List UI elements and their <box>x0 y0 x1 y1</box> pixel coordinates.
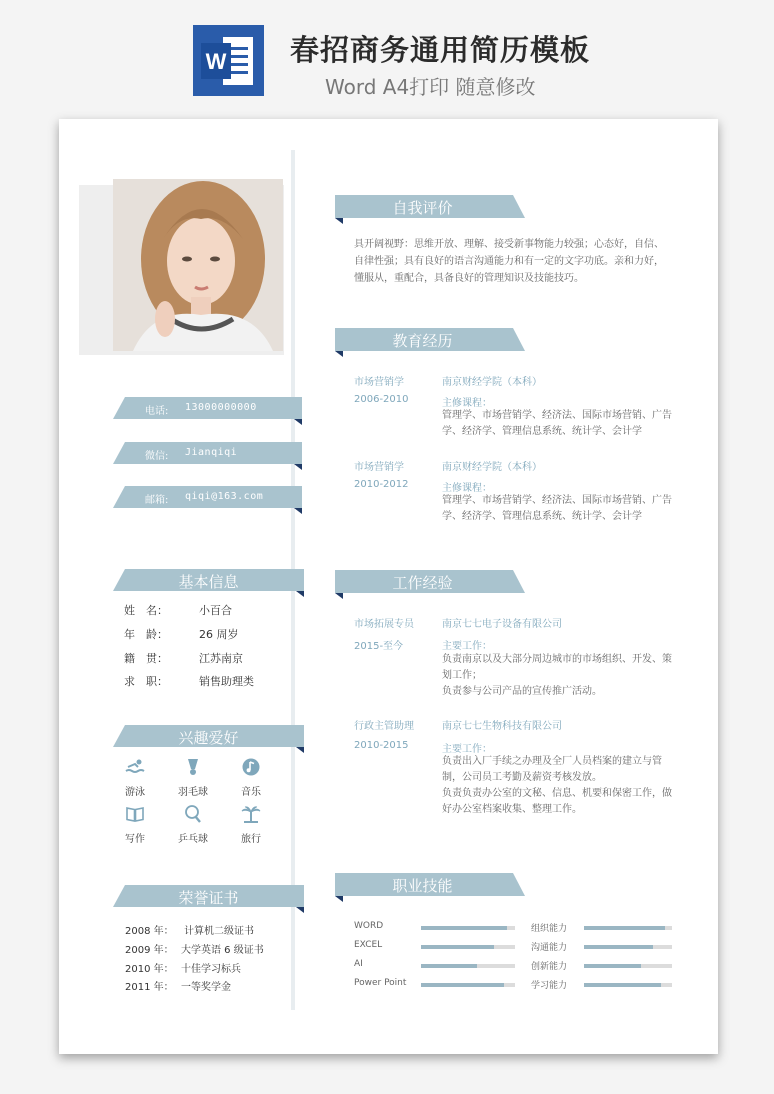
edu-school: 南京财经学院（本科） <box>442 377 542 388</box>
honor-year: 2011 年： <box>125 982 174 993</box>
edu-period: 2010-2012 <box>354 479 409 490</box>
hobbies-heading: 兴趣爱好 <box>113 725 304 747</box>
edu-major: 市场营销学 <box>354 377 404 388</box>
skill-bar-fill <box>421 964 477 968</box>
profile-photo <box>113 179 283 351</box>
work-company: 南京七七生物科技有限公司 <box>442 721 562 732</box>
contact-wechat: 微信: Jianqiqi <box>113 442 302 464</box>
skill-label: 学习能力 <box>531 981 568 991</box>
edu-label: 主修课程： <box>442 483 492 494</box>
edu-desc: 管理学、市场营销学、经济法、国际市场营销、广告学、经济学、管理信息系统、统计学、会计学 <box>442 410 672 437</box>
skill-label: EXCEL <box>354 940 383 950</box>
info-value: 销售助理类 <box>199 675 254 688</box>
hobby-item: 旅行 <box>231 804 271 845</box>
honor-text: 一等奖学金 <box>181 982 231 993</box>
contact-email: 邮箱: qiqi@163.com <box>113 486 302 508</box>
edu-label: 主修课程： <box>442 398 492 409</box>
honor-year: 2008 年： <box>125 926 174 937</box>
work-label: 主要工作： <box>442 641 492 652</box>
skill-bar-fill <box>421 945 494 949</box>
skill-label: AI <box>354 959 363 969</box>
skill-label: 沟通能力 <box>531 943 568 953</box>
basic-info-heading: 基本信息 <box>113 569 304 591</box>
work-period: 2015-至今 <box>354 641 404 652</box>
page-subtitle: Word A4打印 随意修改 <box>325 75 536 99</box>
skill-bar <box>421 926 515 930</box>
hobby-item: 乒乓球 <box>173 804 213 845</box>
work-desc: 负责南京以及大部分周边城市的市场组织、开发、策划工作； 负责参与公司产品的宣传推广活动。 <box>442 654 672 697</box>
edu-desc: 管理学、市场营销学、经济法、国际市场营销、广告学、经济学、管理信息系统、统计学、会计学 <box>442 495 672 522</box>
palm-icon <box>241 804 261 824</box>
skill-label: 组织能力 <box>531 924 568 934</box>
work-heading: 工作经验 <box>335 570 525 593</box>
swim-icon <box>125 757 145 777</box>
svg-text:W: W <box>205 49 227 74</box>
skill-bar-fill <box>584 926 665 930</box>
skill-bar <box>584 983 672 987</box>
honor-text: 计算机二级证书 <box>184 926 254 937</box>
skill-bar-fill <box>584 983 661 987</box>
word-document-icon <box>193 25 264 96</box>
work-company: 南京七七电子设备有限公司 <box>442 619 562 630</box>
self-eval-text: 具开阔视野：思维开放、理解、接受新事物能力较强；心态好，自信、自律性强；具有良好的语言沟通能力和有一定的文字功底。亲和力好，懂服从，重配合，具备良好的管理知识及技能技巧。 <box>354 239 664 284</box>
info-value: 小百合 <box>199 604 232 617</box>
skill-bar <box>421 983 515 987</box>
resume-page <box>59 119 718 1054</box>
honor-text: 十佳学习标兵 <box>181 964 241 975</box>
contact-phone: 电话: 13000000000 <box>113 397 302 419</box>
hobby-item: 游泳 <box>115 757 155 798</box>
skill-bar <box>584 945 672 949</box>
info-key: 籍 贯： <box>124 652 168 665</box>
book-icon <box>125 804 145 824</box>
skill-bar-fill <box>421 983 504 987</box>
honor-year: 2009 年： <box>125 945 174 956</box>
page-title: 春招商务通用简历模板 <box>290 33 591 67</box>
hobby-item: 写作 <box>115 804 155 845</box>
shuttlecock-icon <box>183 757 203 777</box>
honor-year: 2010 年： <box>125 964 174 975</box>
work-label: 主要工作： <box>442 744 492 755</box>
skill-bar <box>421 945 515 949</box>
honor-text: 大学英语 6 级证书 <box>181 945 264 956</box>
info-key: 年 龄： <box>124 628 168 641</box>
honors-heading: 荣誉证书 <box>113 885 304 907</box>
edu-school: 南京财经学院（本科） <box>442 462 542 473</box>
skill-bar-fill <box>584 964 641 968</box>
skill-label: Power Point <box>354 978 407 988</box>
skill-bar <box>584 964 672 968</box>
info-key: 姓 名： <box>124 604 168 617</box>
pingpong-icon <box>183 804 203 824</box>
edu-period: 2006-2010 <box>354 394 409 405</box>
music-icon <box>241 757 261 777</box>
skill-bar-fill <box>421 926 507 930</box>
work-role: 市场拓展专员 <box>354 619 414 630</box>
skill-label: 创新能力 <box>531 962 568 972</box>
work-period: 2010-2015 <box>354 740 409 751</box>
edu-major: 市场营销学 <box>354 462 404 473</box>
skill-label: WORD <box>354 921 384 931</box>
info-key: 求 职： <box>124 675 168 688</box>
skills-heading: 职业技能 <box>335 873 525 896</box>
info-value: 江苏南京 <box>199 652 243 665</box>
work-desc: 负责出入厂手续之办理及全厂人员档案的建立与管制，公司员工考勤及薪资考核发放。 负责负责办公室的文秘、信息、机要和保密工作，做好办公室档案收集、整理工作。 <box>442 756 672 815</box>
self-eval-heading: 自我评价 <box>335 195 525 218</box>
education-heading: 教育经历 <box>335 328 525 351</box>
skill-bar <box>421 964 515 968</box>
skill-bar <box>584 926 672 930</box>
hobby-item: 音乐 <box>231 757 271 798</box>
work-role: 行政主管助理 <box>354 721 414 732</box>
hobby-item: 羽毛球 <box>173 757 213 798</box>
skill-bar-fill <box>584 945 653 949</box>
info-value: 26 周岁 <box>199 628 239 641</box>
